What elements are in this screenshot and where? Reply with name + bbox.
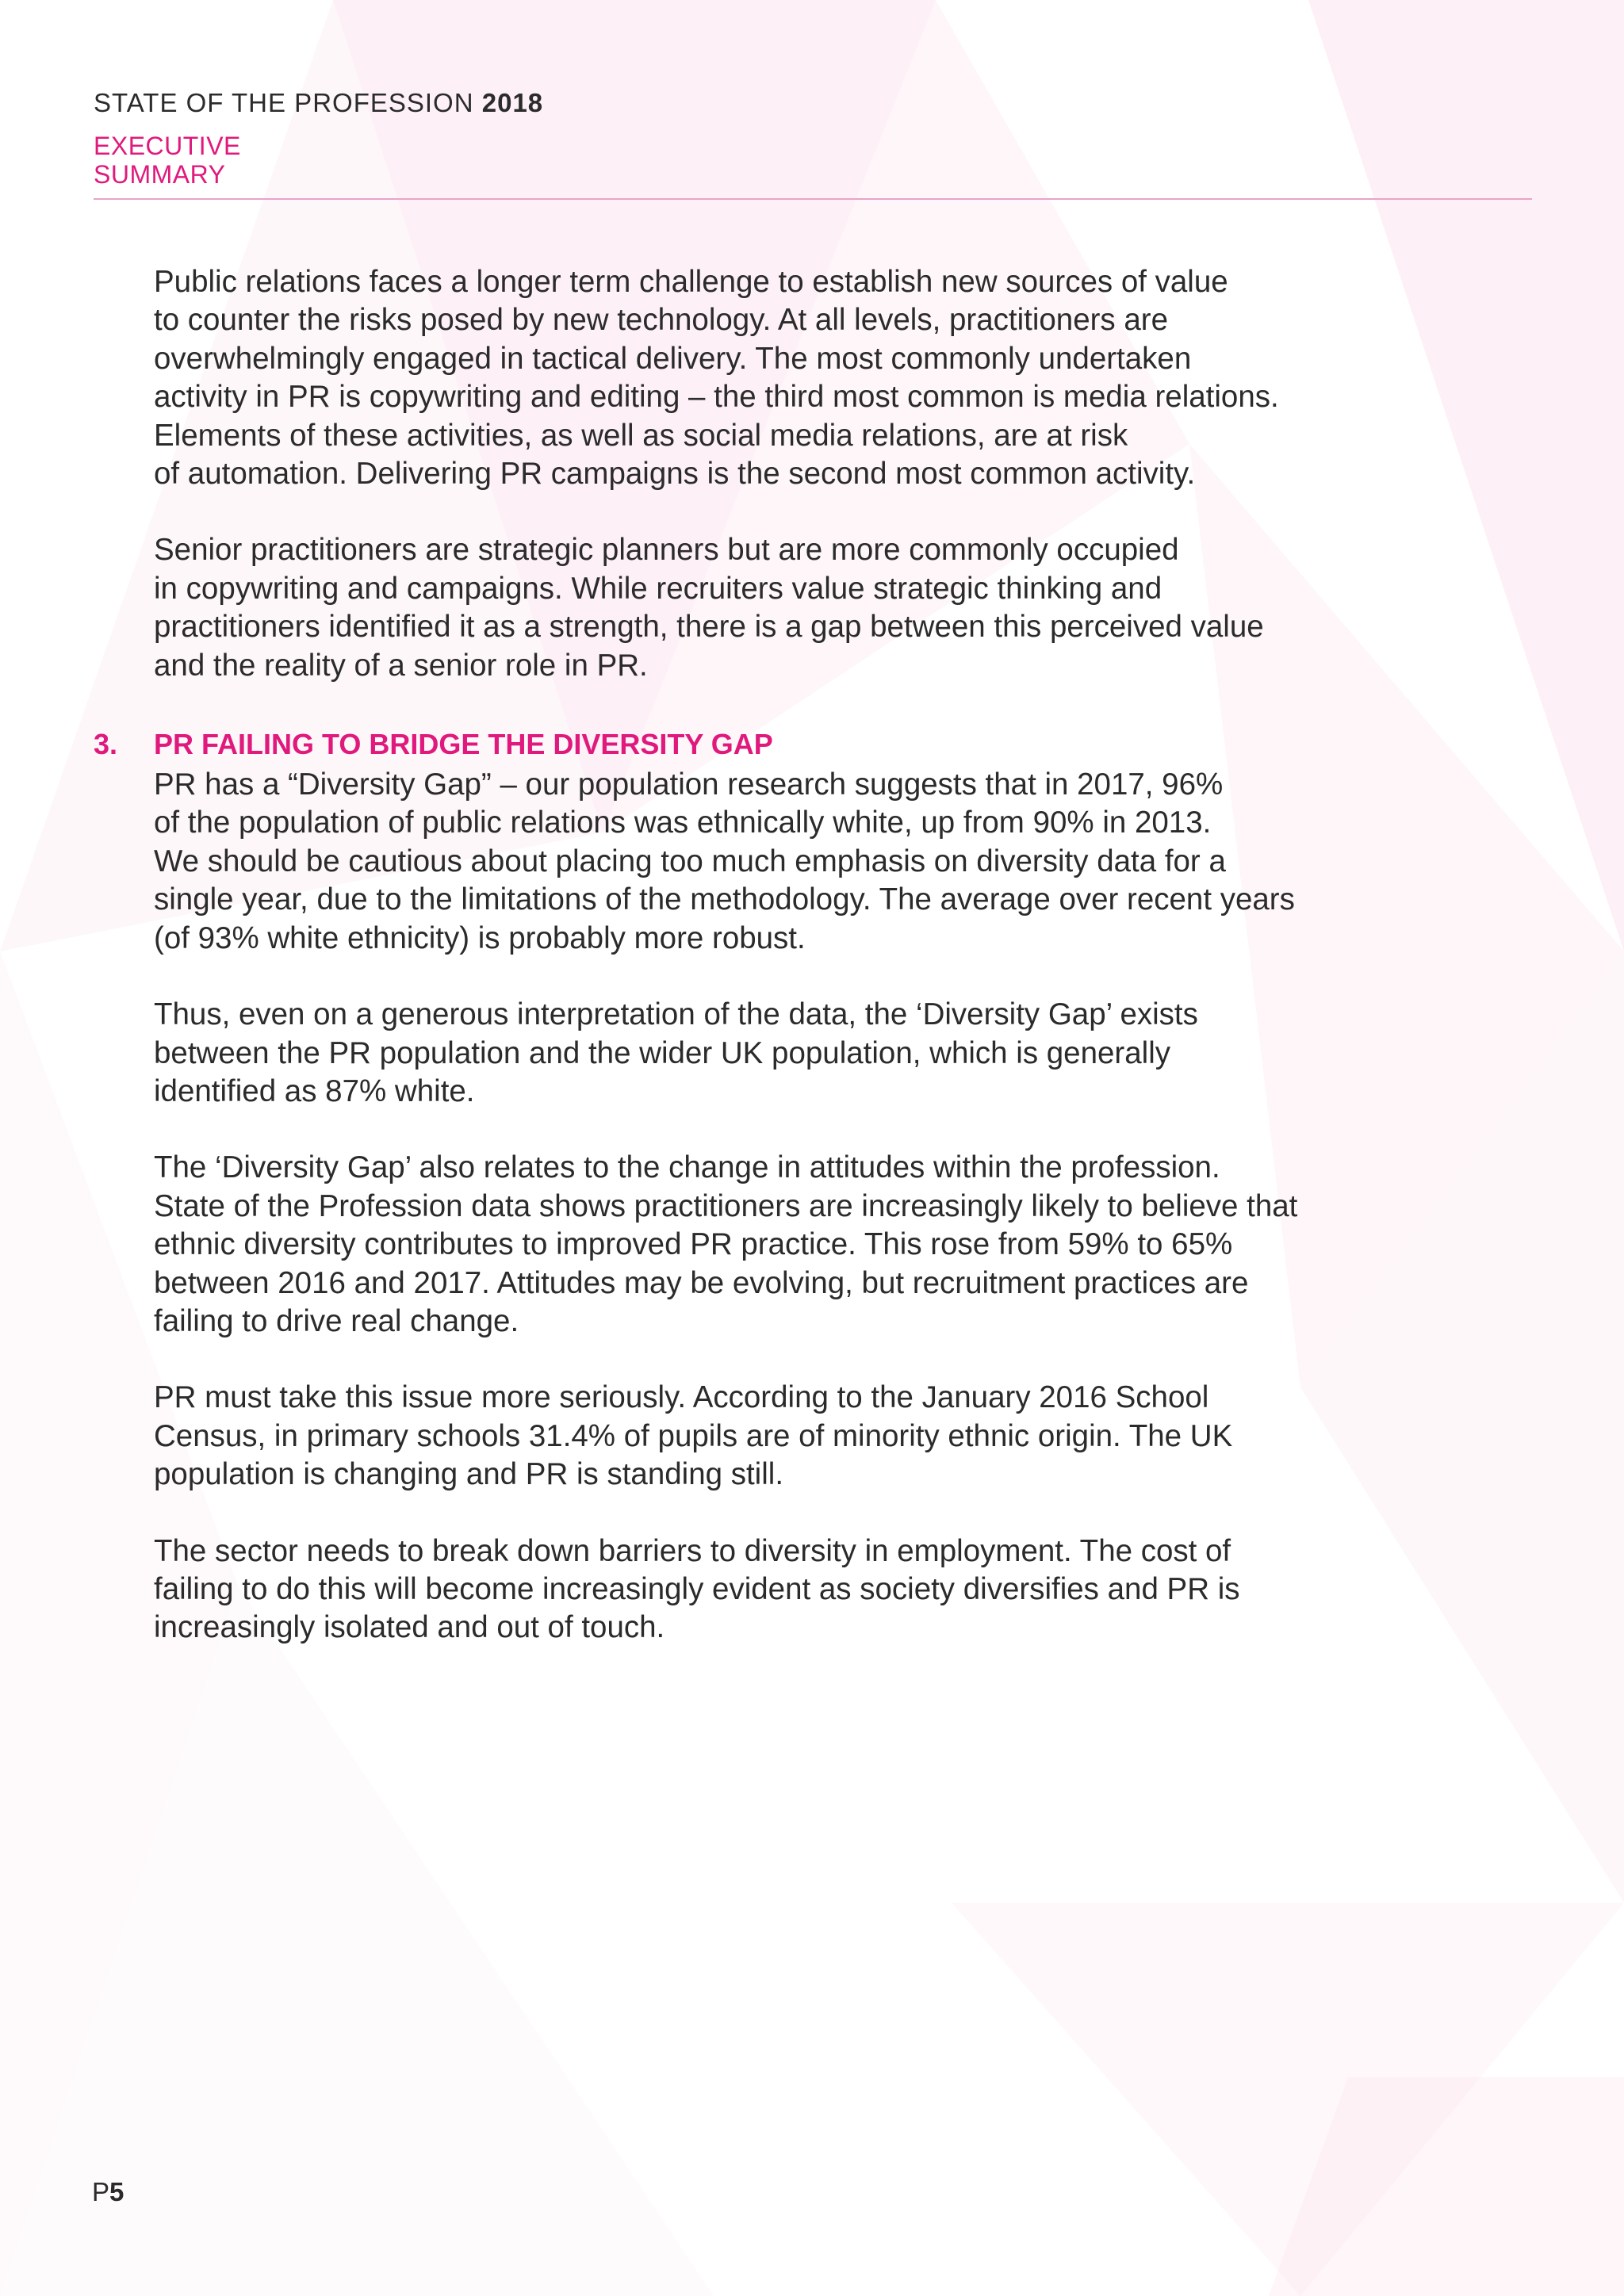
body-paragraph: PR must take this issue more seriously. According to the January 2016 School Census, in primary schools 31.4% of pupils are of minority ethnic origin. The UK population is changing and PR is standing still. xyxy=(154,1380,1233,1492)
intro-paragraph: Public relations faces a longer term challenge to establish new sources of value to counter the risks posed by new technology. At all levels, practitioners are overwhelmingly engaged in tactical delivery. The most commonly undertaken activity in PR is copywriting and editing – the third most common is media relations. Elements of these activities, as well as social media relations, are at risk of automation. Delivering PR campaigns is the second most common activity. xyxy=(154,265,1279,492)
body-paragraph: Thus, even on a generous interpretation of the data, the ‘Diversity Gap’ exists between the PR population and the wider UK population, which is generally identified as 87% white. xyxy=(154,997,1198,1108)
report-title xyxy=(94,86,543,121)
section-label xyxy=(94,132,543,189)
section-label-line2: SUMMARY xyxy=(94,160,226,189)
page-prefix: P xyxy=(92,2177,110,2206)
page-number xyxy=(92,2177,124,2207)
body-paragraph: PR has a “Diversity Gap” – our population research suggests that in 2017, 96% of the population of public relations was ethnically white, up from 90% in 2013. We should be cautious about placing too much emphasis on diversity data for a single year, due to the limitations of the methodology. The average over recent years (of 93% white ethnicity) is probably more robust. xyxy=(154,767,1295,955)
section-label-line1: EXECUTIVE xyxy=(94,132,241,160)
header-divider xyxy=(94,198,1532,200)
body-paragraph: The ‘Diversity Gap’ also relates to the change in attitudes within the profession. State of the Profession data shows practitioners are increasingly likely to believe that ethnic diversity contributes to improved PR practice. This rose from 59% to 65% between 2016 and 2017. Attitudes may be evolving, but recruitment practices are failing to drive real change. xyxy=(154,1150,1298,1338)
body-paragraph: The sector needs to break down barriers to diversity in employment. The cost of failing to do this will become increasingly evident as society diversifies and PR is increasingly isolated and out of touch. xyxy=(154,1533,1240,1645)
section-title: PR FAILING TO BRIDGE THE DIVERSITY GAP xyxy=(154,728,773,761)
page-header xyxy=(94,86,543,189)
report-title-text: STATE OF THE PROFESSION xyxy=(94,88,474,117)
report-year: 2018 xyxy=(481,88,544,117)
page-body xyxy=(94,263,1362,1647)
section-number: 3. xyxy=(94,728,118,761)
section-heading xyxy=(94,725,1362,764)
page-number-value: 5 xyxy=(109,2177,124,2206)
intro-paragraph: Senior practitioners are strategic planners but are more commonly occupied in copywriting and campaigns. While recruiters value strategic thinking and practitioners identified it as a strength, there is a gap between this perceived value and the reality of a senior role in PR. xyxy=(154,533,1264,683)
